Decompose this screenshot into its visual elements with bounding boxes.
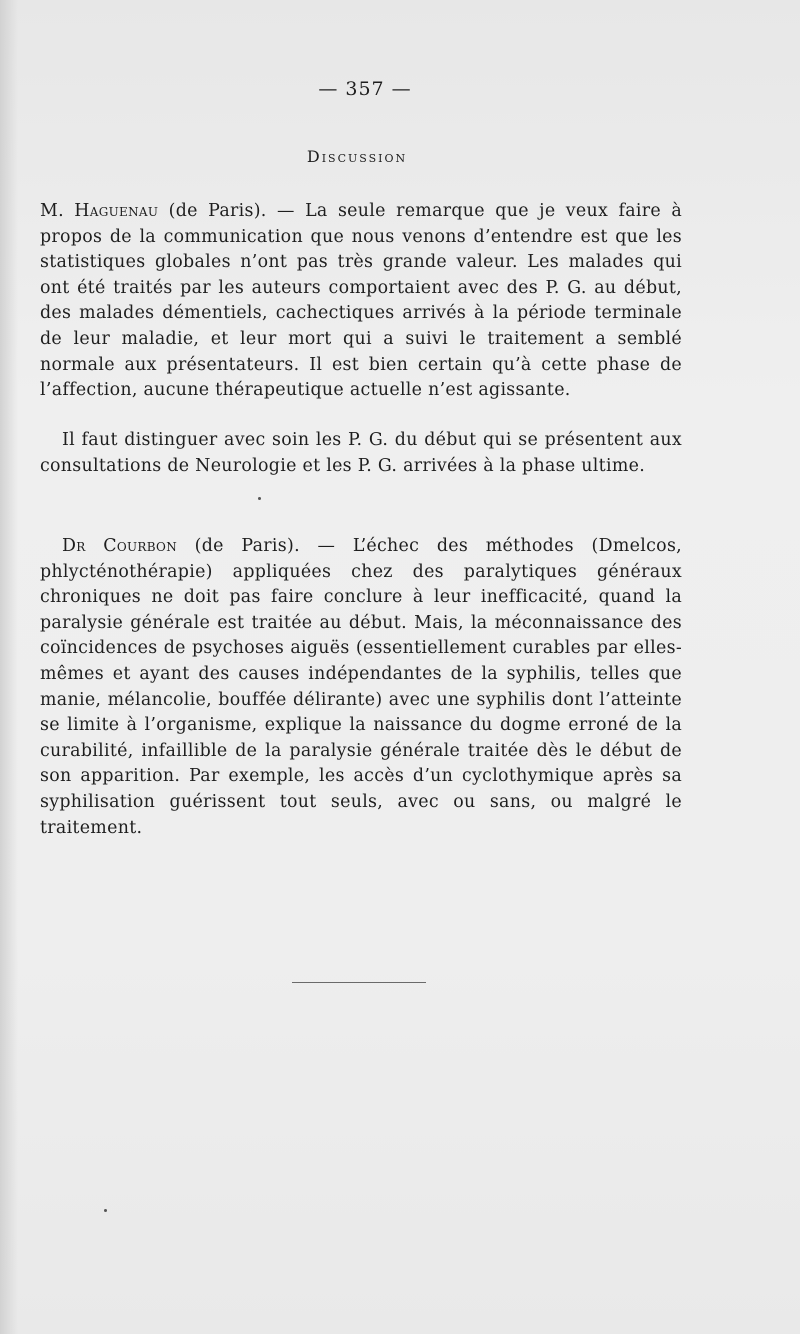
intervention-haguenau (40, 199, 682, 404)
speaker-affiliation: (de Paris). — (177, 536, 353, 556)
speaker-name: Dr Courbon (62, 536, 177, 556)
intervention-text: La seule remarque que je veux faire à propos de la communication que nous venons d’entendre est que les statistiques globales n’ont pas très grande valeur. Les malades qui ont été traités par les auteurs comportaient avec des P. G. au début, des malades démentiels, cachectiques arrivés à la période terminale de leur maladie, et leur mort qui a suivi le traitement a semblé normale aux présentateurs. Il est bien certain qu’à cette phase de l’affection, aucune thérapeutique actuelle n’est agissante. (40, 201, 683, 401)
speaker-name: M. Haguenau (40, 201, 159, 221)
page-number: — 357 — (318, 78, 412, 100)
speaker-affiliation: (de Paris). — (158, 201, 306, 221)
intervention-text: L’échec des méthodes (Dmelcos, phlycténothérapie) appliquées chez des paralytiques généraux chroniques ne doit pas faire conclure à leur inefficacité, quand la paralysie générale est traitée au début. Mais, la méconnaissance des coïncidences de psychoses aiguës (essentiellement curables par elles-mêmes et ayant des causes indépendantes de la syphilis, telles que manie, mélancolie, bouffée délirante) avec une syphilis dont l’atteinte se limite à l’organisme, explique la naissance du dogme erroné de la curabilité, infaillible de la paralysie générale traitée dès le début de son apparition. Par exemple, les accès d’un cyclothymique après sa syphilisation guérissent tout seuls, avec ou sans, ou malgré le traitement. (40, 536, 682, 838)
print-speck (258, 497, 261, 500)
print-speck (104, 1209, 107, 1212)
end-separator-rule (292, 982, 426, 983)
intervention-haguenau-continued (40, 428, 682, 479)
intervention-courbon (40, 534, 682, 841)
section-title: Discussion (306, 147, 408, 166)
intervention-text: Il faut distinguer avec soin les P. G. du début qui se présentent aux consultations de Neurologie et les P. G. arrivées à la phase ultime. (40, 430, 682, 476)
